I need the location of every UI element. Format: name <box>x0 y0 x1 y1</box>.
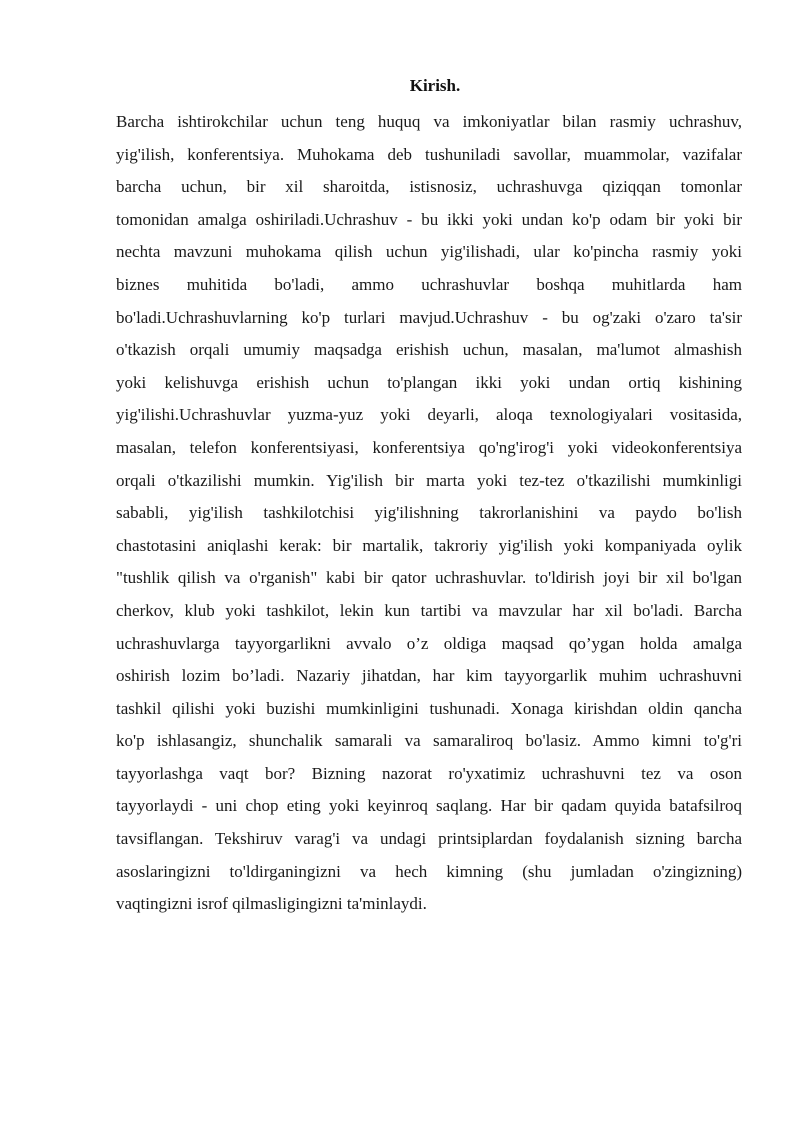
paragraph-line: tayyorlaydi - uni chop eting yoki keyinroq saqlang. Har bir qadam quyida batafsilroq <box>116 796 742 816</box>
paragraph-line: asoslaringizni to'ldirganingizni va hech kimning (shu jumladan o'zingizning) <box>116 861 742 881</box>
paragraph-line: yig'ilish, konferentsiya. Muhokama deb tushuniladi savollar, muammolar, vazifalar <box>116 144 742 164</box>
paragraph-line: yoki kelishuvga erishish uchun to'plangan ikki yoki undan ortiq kishining <box>116 372 742 392</box>
paragraph-line: orqali o'tkazilishi mumkin. Yig'ilish bir marta yoki tez-tez o'tkazilishi mumkinligi <box>116 470 742 490</box>
paragraph-line: ko'p ishlasangiz, shunchalik samarali va samaraliroq bo'lasiz. Ammo kimni to'g'ri <box>116 731 742 751</box>
paragraph-line: cherkov, klub yoki tashkilot, lekin kun tartibi va mavzular har xil bo'ladi. Barcha <box>116 600 742 620</box>
paragraph-line: oshirish lozim bo’ladi. Nazariy jihatdan, har kim tayyorgarlik muhim uchrashuvni <box>116 666 742 686</box>
paragraph-line: tayyorlashga vaqt bor? Bizning nazorat ro'yxatimiz uchrashuvni tez va oson <box>116 763 742 783</box>
body-paragraph <box>116 106 742 921</box>
paragraph-line: biznes muhitida bo'ladi, ammo uchrashuvlar boshqa muhitlarda ham <box>116 274 742 294</box>
paragraph-line: yig'ilishi.Uchrashuvlar yuzma-yuz yoki deyarli, aloqa texnologiyalari vositasida, <box>116 405 742 425</box>
paragraph-line: Barcha ishtirokchilar uchun teng huquq va imkoniyatlar bilan rasmiy uchrashuv, <box>116 112 742 131</box>
paragraph-line: sababli, yig'ilish tashkilotchisi yig'ilishning takrorlanishini va paydo bo'lish <box>116 503 742 523</box>
paragraph-line: vaqtingizni isrof qilmasligingizni ta'minlaydi. <box>116 894 427 914</box>
paragraph-line: "tushlik qilish va o'rganish" kabi bir qator uchrashuvlar. to'ldirish joyi bir xil bo'lgan <box>116 568 742 588</box>
document-title: Kirish. <box>409 76 461 95</box>
paragraph-line: tavsiflangan. Tekshiruv varag'i va undagi printsiplardan foydalanish sizning barcha <box>116 829 742 849</box>
paragraph-line: nechta mavzuni muhokama qilish uchun yig'ilishadi, ular ko'pincha rasmiy yoki <box>116 242 742 262</box>
paragraph-line: tomonidan amalga oshiriladi.Uchrashuv - bu ikki yoki undan ko'p odam bir yoki bir <box>116 209 742 229</box>
paragraph-line: uchrashuvlarga tayyorgarlikni avvalo o’z oldiga maqsad qo’ygan holda amalga <box>116 633 742 653</box>
paragraph-line: bo'ladi.Uchrashuvlarning ko'p turlari mavjud.Uchrashuv - bu og'zaki o'zaro ta'sir <box>116 307 742 327</box>
paragraph-line: barcha uchun, bir xil sharoitda, istisnosiz, uchrashuvga qiziqqan tomonlar <box>116 177 742 197</box>
paragraph-line: tashkil qilishi yoki buzishi mumkinligini tushunadi. Xonaga kirishdan oldin qancha <box>116 698 742 718</box>
paragraph-line: chastotasini aniqlashi kerak: bir martalik, takroriy yig'ilish yoki kompaniyada oylik <box>116 535 742 555</box>
paragraph-line: o'tkazish orqali umumiy maqsadga erishish uchun, masalan, ma'lumot almashish <box>116 340 742 360</box>
paragraph-line: masalan, telefon konferentsiyasi, konferentsiya qo'ng'irog'i yoki videokonferentsiya <box>116 437 742 457</box>
